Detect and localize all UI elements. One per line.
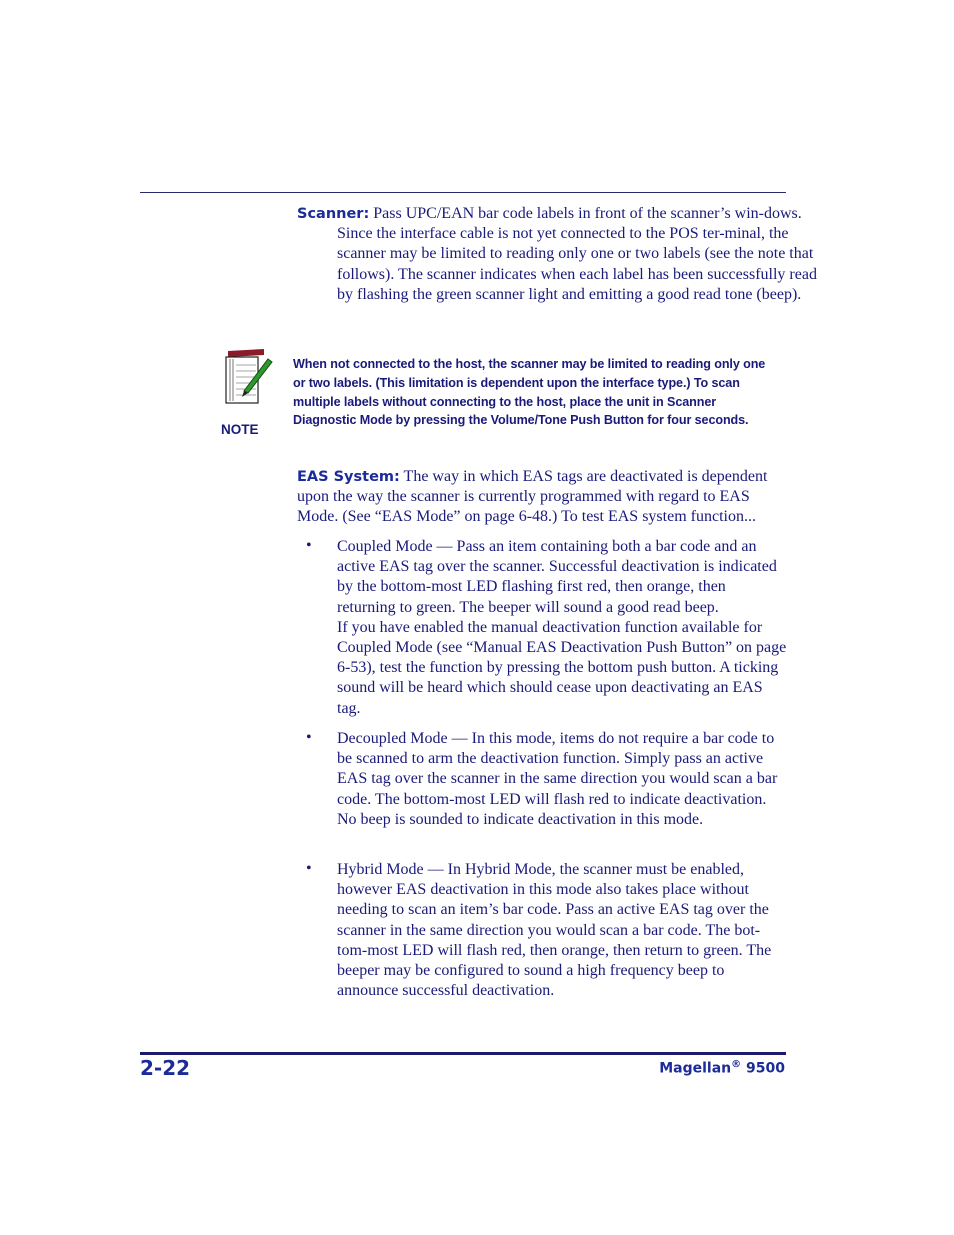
bullet-coupled-mode: [337, 537, 787, 719]
eas-paragraph: [297, 467, 782, 528]
footer-model: 9500: [746, 1060, 785, 1077]
bullet-glyph: •: [306, 860, 312, 877]
footer-product-title: [659, 1059, 785, 1077]
eas-lead: EAS System:: [297, 469, 400, 485]
note-text: When not connected to the host, the scanner may be limited to reading only one or two labels. (This limitation is dependent upon the interface type.) To scan multiple labels without connecting to the host, place the unit in Scanner Diagnostic Mode by pressing the Volume/Tone Push Button for four seconds.: [293, 357, 766, 428]
notepad-pen-icon: [220, 347, 274, 405]
bullet-decoupled-mode: [337, 729, 787, 830]
bullet-glyph: •: [306, 537, 312, 554]
registered-mark: ®: [731, 1059, 742, 1070]
page-number: 2-22: [140, 1056, 191, 1080]
bullet-decoupled-text: Decoupled Mode — In this mode, items do not require a bar code to be scanned to arm the deactivation function. Simply pass an active EAS tag over the scanner in the same direction you would scan a bar code. The bottom-most LED will flash red to indicate deactivation. No beep is sounded to indicate deactivation in this mode.: [337, 730, 778, 828]
bullet-hybrid-mode: [337, 860, 787, 1001]
scanner-lead: Scanner:: [297, 206, 370, 222]
scanner-text: Pass UPC/EAN bar code labels in front of the scanner’s win-dows. Since the interface cable is not yet connected to the POS ter-minal, the scanner may be limited to reading only one or two labels (see the note that follows). The scanner indicates when each label has been successfully read by flashing the green scanner light and emitting a good read tone (beep).: [337, 205, 817, 303]
scanner-paragraph: [297, 204, 825, 305]
eas-text: The way in which EAS tags are deactivated is dependent upon the way the scanner is currently programmed with regard to EAS Mode. (See “EAS Mode” on page 6-48.) To test EAS system function...: [297, 468, 768, 526]
footer-rule: [140, 1052, 786, 1055]
note-label: NOTE: [221, 422, 259, 437]
bullet-hybrid-text: Hybrid Mode — In Hybrid Mode, the scanner must be enabled, however EAS deactivation in this mode also takes place without needing to scan an item’s bar code. Pass an active EAS tag over the scanner in the same direction you would scan a bar code. The bot-tom-most LED will flash red, then orange, then return to green. The beeper may be configured to sound a high frequency beep to announce successful deactivation.: [337, 861, 772, 1000]
header-rule: [140, 192, 786, 193]
bullet-coupled-extra: If you have enabled the manual deactivation function available for Coupled Mode (see “Manual EAS Deactivation Push Button” on page 6-53), test the function by pressing the bottom push button. A ticking sound will be heard which should cease upon deactivating an EAS tag.: [337, 618, 787, 717]
footer-product: Magellan: [659, 1060, 732, 1077]
bullet-coupled-text: Coupled Mode — Pass an item containing both a bar code and an active EAS tag over the scanner. Successful deactivation is indicated by the bottom-most LED flashing first red, then orange, then returning to green. The beeper will sound a good read beep.: [337, 538, 777, 616]
bullet-glyph: •: [306, 729, 312, 746]
